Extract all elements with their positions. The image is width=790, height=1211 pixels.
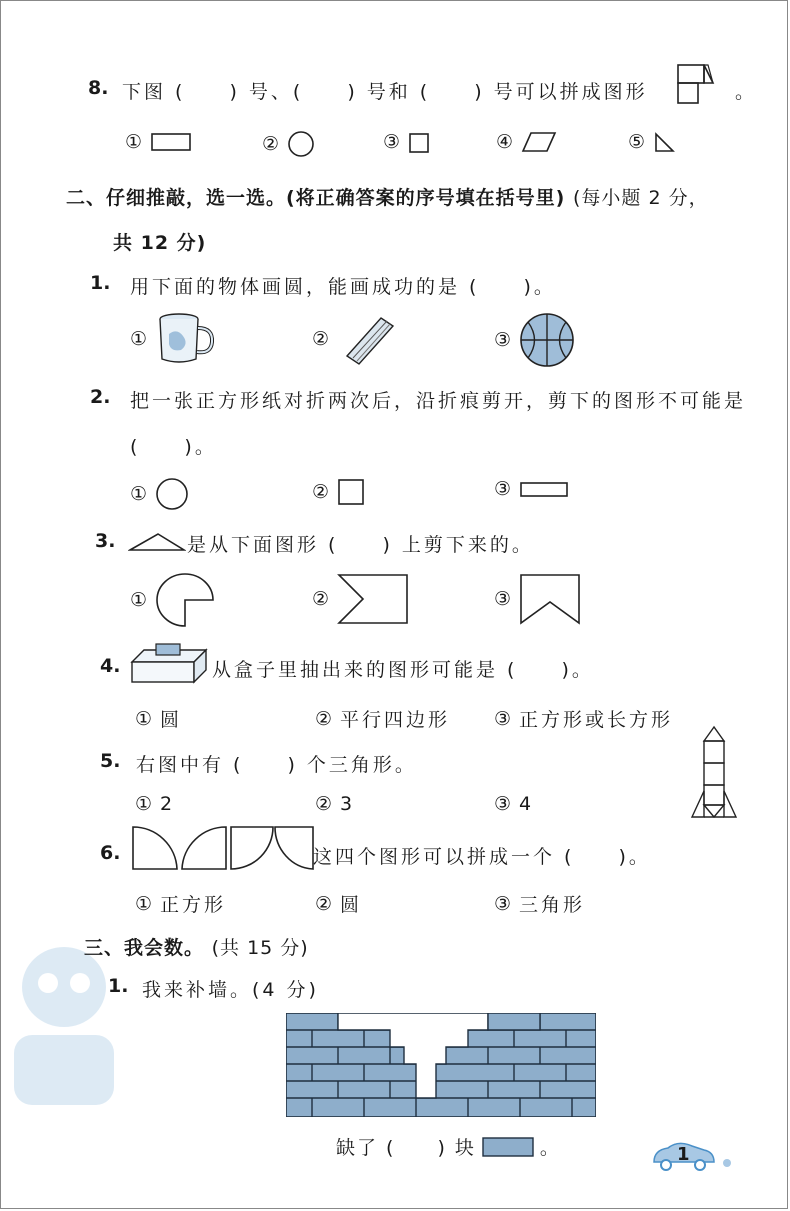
option-4[interactable]: [496, 130, 557, 154]
question-text: 用下面的物体画圆，能画成功的是 ( )。: [130, 276, 556, 298]
question-number: 2.: [90, 386, 111, 408]
notched-flag-icon: [337, 572, 409, 626]
basketball-icon: [519, 312, 577, 368]
question-end: 。: [735, 81, 758, 103]
section-title-text: 二、仔细推敲，选一选。(将正确答案的序号填在括号里): [66, 187, 566, 209]
option-text: 3: [340, 793, 353, 815]
option-text: 三角形: [519, 894, 586, 916]
option-label: ②: [262, 133, 280, 155]
option-label: ⑤: [628, 131, 646, 153]
option-label: ①: [125, 131, 143, 153]
rocket-triangles-icon: [690, 725, 738, 820]
option-text: 2: [160, 793, 173, 815]
option-label: ③: [494, 478, 512, 500]
box-icon: [130, 642, 208, 686]
question-number: 6.: [100, 842, 121, 864]
option-text: 正方形: [160, 894, 227, 916]
answer-prefix: 缺了 ( ) 块: [336, 1137, 476, 1159]
option-1[interactable]: [135, 705, 182, 732]
answer-line: [336, 1133, 561, 1160]
section-title-text: 三、我会数。: [84, 937, 205, 959]
circle-icon: [287, 130, 315, 158]
eraser-icon: [337, 312, 399, 366]
option-label: ①: [135, 793, 153, 815]
option-label: ①: [135, 707, 153, 730]
option-label: ③: [494, 329, 512, 351]
option-2[interactable]: [315, 793, 352, 815]
option-label: ④: [496, 131, 514, 153]
option-2[interactable]: [312, 312, 399, 366]
option-1[interactable]: [130, 572, 217, 628]
option-2[interactable]: [315, 705, 450, 732]
option-label: ③: [494, 892, 512, 915]
option-label: ③: [383, 131, 401, 153]
question-number: 1.: [90, 272, 111, 294]
option-5[interactable]: [628, 130, 675, 154]
question-text: 我来补墙。(4 分): [142, 979, 319, 1001]
option-label: ③: [494, 588, 512, 610]
option-label: ①: [135, 892, 153, 915]
option-3[interactable]: [494, 793, 531, 815]
pacman-circle-icon: [155, 572, 217, 628]
option-3[interactable]: [494, 572, 581, 626]
option-1[interactable]: [130, 477, 189, 511]
section-score-note-2: 共 12 分): [113, 232, 207, 254]
question-number: 3.: [95, 530, 116, 552]
page-number: 1: [677, 1144, 690, 1165]
option-label: ②: [312, 328, 330, 350]
option-label: ②: [315, 707, 333, 730]
section-title: [84, 933, 309, 960]
brick-icon: [482, 1136, 534, 1158]
option-1[interactable]: [135, 793, 172, 815]
option-2[interactable]: [312, 572, 409, 626]
option-label: ②: [315, 892, 333, 915]
composite-shape-icon: [675, 62, 737, 106]
right-triangle-icon: [653, 130, 675, 154]
square-icon: [408, 130, 430, 154]
option-label: ②: [315, 793, 333, 815]
question-text: 右图中有 ( ) 个三角形。: [136, 754, 417, 776]
option-3[interactable]: [383, 130, 430, 154]
question-number: 8.: [88, 77, 109, 99]
question-number: 4.: [100, 655, 121, 677]
square-icon: [337, 477, 365, 507]
option-text: 圆: [340, 894, 363, 916]
option-3[interactable]: [494, 477, 569, 501]
option-1[interactable]: [125, 130, 192, 154]
obtuse-triangle-icon: [128, 530, 186, 554]
option-label: ①: [130, 483, 148, 505]
question-text: 是从下面图形 ( ) 上剪下来的。: [187, 534, 534, 556]
rectangle-icon: [150, 130, 192, 154]
option-text: 圆: [160, 709, 183, 731]
option-2[interactable]: [312, 477, 365, 507]
option-label: ③: [494, 793, 512, 815]
option-label: ③: [494, 707, 512, 730]
section-title: [66, 183, 709, 210]
option-text: 正方形或长方形: [519, 709, 674, 731]
option-text: 平行四边形: [340, 709, 451, 731]
option-label: ②: [312, 481, 330, 503]
option-3[interactable]: [494, 890, 585, 917]
question-text-2: ( )。: [130, 436, 217, 458]
option-text: 4: [519, 793, 532, 815]
notched-bottom-icon: [519, 572, 581, 626]
section-score-note: (每小题 2 分，: [573, 187, 709, 209]
option-label: ①: [130, 589, 148, 611]
option-3[interactable]: [494, 312, 577, 368]
question-text: 把一张正方形纸对折两次后，沿折痕剪开，剪下的图形不可能是: [130, 390, 747, 412]
question-text: 从盒子里抽出来的图形可能是 ( )。: [212, 659, 594, 681]
rectangle-icon: [519, 477, 569, 501]
option-1[interactable]: [135, 890, 226, 917]
section-score-note: (共 15 分): [211, 937, 309, 959]
option-1[interactable]: [130, 312, 217, 366]
question-number: 5.: [100, 750, 121, 772]
option-2[interactable]: [315, 890, 362, 917]
brick-wall-diagram: [286, 1013, 596, 1117]
mascot-watermark-icon: [6, 935, 121, 1110]
mug-icon: [155, 312, 217, 366]
dot-icon: [722, 1158, 732, 1168]
option-2[interactable]: [262, 130, 315, 158]
option-3[interactable]: [494, 705, 673, 732]
question-number: 1.: [108, 975, 129, 997]
circle-icon: [155, 477, 189, 511]
option-label: ①: [130, 328, 148, 350]
answer-suffix: 。: [539, 1137, 561, 1159]
question-text: 下图 ( ) 号、( ) 号和 ( ) 号可以拼成图形: [122, 81, 648, 103]
quarter-circles-icon: [130, 824, 315, 872]
option-label: ②: [312, 588, 330, 610]
question-text: 这四个图形可以拼成一个 ( )。: [313, 846, 651, 868]
parallelogram-icon: [521, 130, 557, 154]
